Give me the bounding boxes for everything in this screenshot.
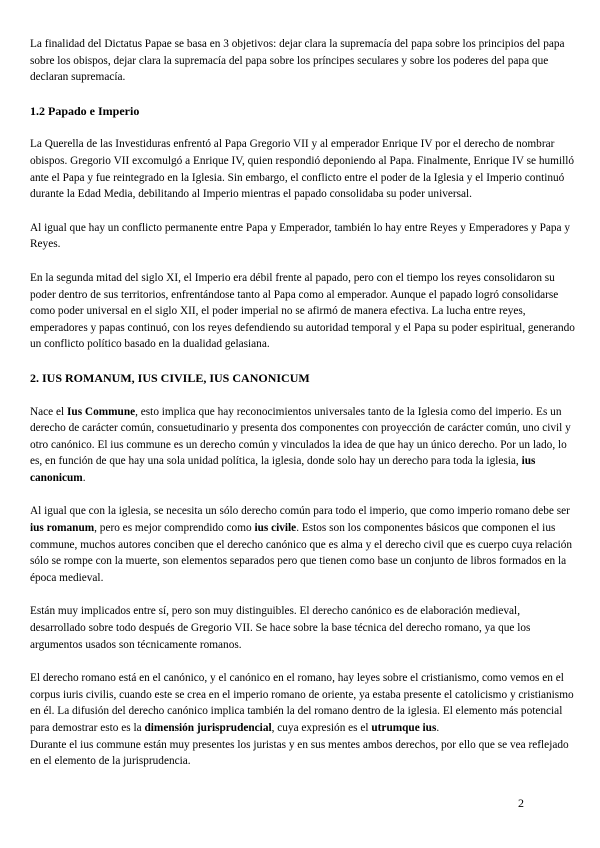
paragraph-durante: Durante el ius commune están muy presentes los juristas y en sus mentes ambos derechos, por ello que se vea reflejado en el elemento de la jurisprudencia. [30, 738, 569, 768]
text-run: . Estos son los componentes básicos que componen el ius commune, muchos autores conciben que el derecho canónico que es alma y el derecho civil que es cuerpo cuya relación sólo se rompe con la muerte, son elementos separados pero que tienen como base un conjunto de libros formados en la época medieval. [30, 522, 573, 584]
section-heading-papado: 1.2 Papado e Imperio [30, 103, 140, 118]
text-run: , pero es mejor comprendido como [94, 522, 255, 535]
text-run: El derecho romano está en el canónico, y el canónico en el romano, hay leyes sobre el cristianismo, como vemos en el corpus iuris civilis, cuando este se crea en el imperio romano de oriente, ya estaba presente el catolicismo y cristianismo en él. La difusión del derecho canónico implica también la del romano dentro de la iglesia. El elemento más potencial para demostrar esto es la [30, 672, 574, 734]
paragraph-conflicto: Al igual que hay un conflicto permanente entre Papa y Emperador, también lo hay entre Reyes y Emperadores y Papa y Reyes. [30, 221, 571, 251]
text-run: Al igual que con la iglesia, se necesita un sólo derecho común para todo el imperio, que como imperio romano debe ser [30, 505, 570, 518]
bold-term: Ius Commune [67, 405, 136, 418]
paragraph-derecho-romano [30, 670, 575, 736]
text-run: . [82, 471, 86, 484]
paragraph-estan: Están muy implicados entre sí, pero son muy distinguibles. El derecho canónico es de elaboración medieval, desarrollado sobre todo después de Gregorio VII. Se hace sobre la base técnica del derecho romano, ya que los argumentos usados son técnicamente romanos. [30, 605, 531, 651]
text-run: , esto implica que hay reconocimientos universales tanto de la Iglesia como del imperio. Es un derecho de carácter común, consuetudinario y presenta dos componentes con proyección de carácter común, uno civil y otro canónico. El ius commune es un derecho común y vinculados la idea de que hay un único derecho. Por un lado, lo es, en función de que hay una sola unidad política, la iglesia, donde solo hay un derecho para toda la iglesia, [30, 405, 571, 468]
document-page [30, 36, 575, 787]
bold-term: ius romanum [30, 522, 95, 535]
bold-term: ius canonicum [30, 455, 536, 484]
bold-term: dimensión jurisprudencial [144, 722, 272, 734]
text-run: Nace el [30, 405, 68, 418]
section-heading-ius: 2. IUS ROMANUM, IUS CIVILE, IUS CANONICUM [30, 370, 310, 385]
paragraph-nace [30, 404, 575, 487]
paragraph-al-igual [30, 503, 575, 586]
paragraph-intro: La finalidad del Dictatus Papae se basa en 3 objetivos: dejar clara la supremacía del papa sobre los principios del papa sobre los obispos, dejar clara la supremacía del papa sobre los príncipes seculares y sobre los poderes del papa que declaran supremacía. [30, 38, 565, 84]
paragraph-querella: La Querella de las Investiduras enfrentó al Papa Gregorio VII y al emperador Enrique IV por el derecho de nombrar obispos. Gregorio VII excomulgó a Enrique IV, quien respondió deponiendo al Papa. Finalmente, Enrique IV se humilló ante el Papa y fue reintegrado en la Iglesia. Sin embargo, el conflicto entre el poder de la Iglesia y el Imperio continuó durante la Edad Media, debilitando al Imperio mientras el papado consolidaba su poder universal. [30, 138, 575, 201]
bold-term: ius civile [254, 522, 297, 535]
text-run: , cuya expresión es el [271, 722, 372, 734]
page-number: 2 [518, 796, 524, 810]
paragraph-segunda-mitad: En la segunda mitad del siglo XI, el Imperio era débil frente al papado, pero con el tiempo los reyes consolidaron su poder dentro de sus territorios, enfrentándose tanto al Papa como al emperador. Aunque el papado logró consolidarse como poder universal en el siglo XII, el poder imperial no se afirmó de manera efectiva. La lucha entre reyes, emperadores y papas continuó, con los reyes defendiendo su autoridad temporal y el Papa su poder espiritual, generando un conflicto político basado en la dualidad gelasiana. [30, 271, 575, 351]
text-run: . [436, 722, 440, 734]
bold-term: utrumque ius [371, 722, 437, 734]
